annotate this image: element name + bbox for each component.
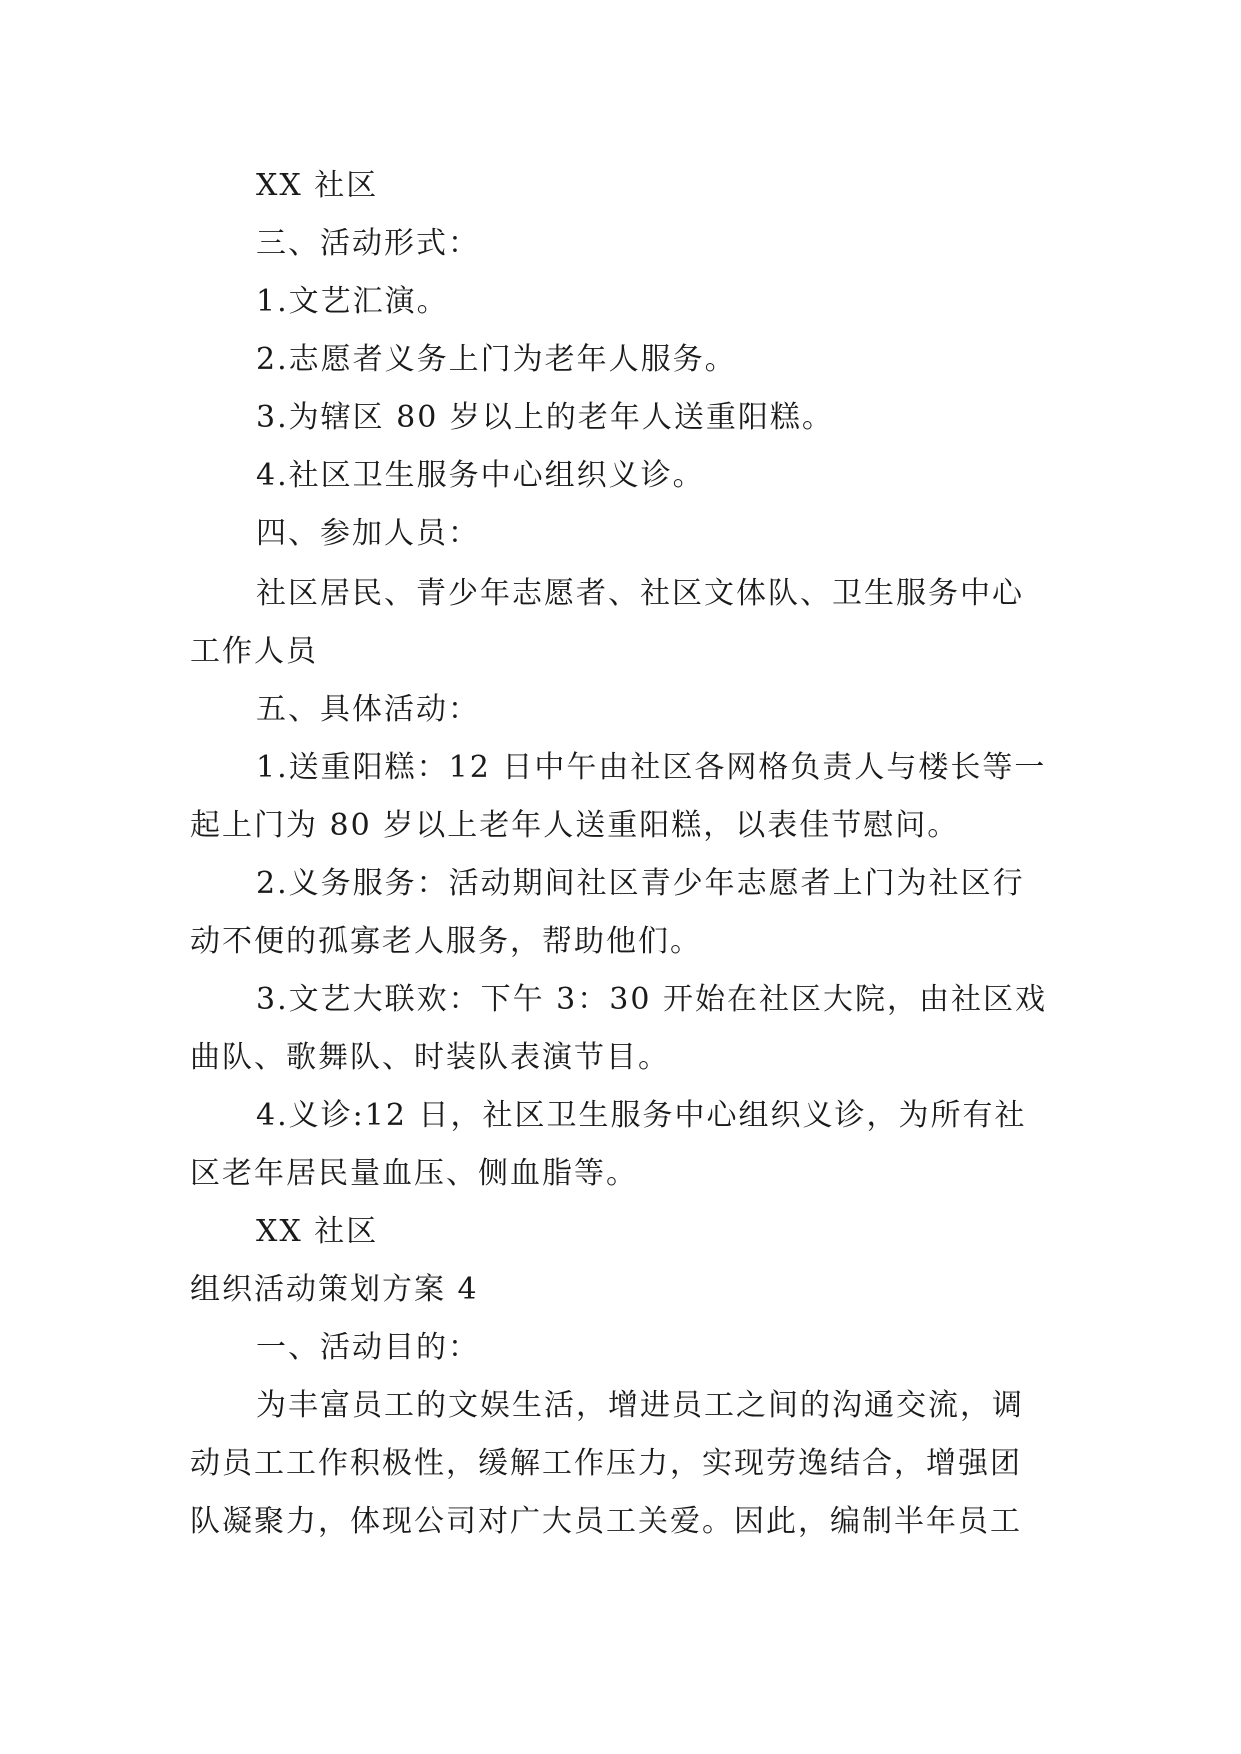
list-item-form-1: 1.文艺汇演。 [256,284,449,319]
activity-1-line-1: 1.送重阳糕：12 日中午由社区各网格负责人与楼长等一 [256,750,1047,785]
activity-2-line-1: 2.义务服务：活动期间社区青少年志愿者上门为社区行 [256,866,1025,901]
list-item-form-4: 4.社区卫生服务中心组织义诊。 [256,458,705,493]
purpose-paragraph-line-2: 动员工工作积极性，缓解工作压力，实现劳逸结合，增强团 [190,1446,1022,1481]
activity-2-line-2: 动不便的孤寡老人服务，帮助他们。 [190,924,702,959]
section-heading-specific-activities: 五、具体活动： [256,692,480,727]
section-heading-activity-form: 三、活动形式： [256,226,480,261]
activity-4-line-1: 4.义诊:12 日，社区卫生服务中心组织义诊，为所有社 [256,1098,1027,1133]
community-signature-1: XX 社区 [256,168,379,203]
purpose-paragraph-line-1: 为丰富员工的文娱生活，增进员工之间的沟通交流，调 [256,1388,1024,1423]
activity-1-line-2: 起上门为 80 岁以上老年人送重阳糕，以表佳节慰问。 [190,808,960,843]
activity-3-line-1: 3.文艺大联欢：下午 3：30 开始在社区大院，由社区戏 [256,982,1047,1017]
section-heading-participants: 四、参加人员： [256,516,480,551]
activity-3-line-2: 曲队、歌舞队、时装队表演节目。 [190,1040,670,1075]
section-heading-purpose: 一、活动目的： [256,1330,480,1365]
paragraph-participants-line-2: 工作人员 [190,634,318,669]
list-item-form-2: 2.志愿者义务上门为老年人服务。 [256,342,737,377]
list-item-form-3: 3.为辖区 80 岁以上的老年人送重阳糕。 [256,400,834,435]
paragraph-participants-line-1: 社区居民、青少年志愿者、社区文体队、卫生服务中心 [256,576,1024,611]
plan-title: 组织活动策划方案 4 [190,1272,479,1307]
activity-4-line-2: 区老年居民量血压、侧血脂等。 [190,1156,638,1191]
purpose-paragraph-line-3: 队凝聚力，体现公司对广大员工关爱。因此，编制半年员工 [190,1504,1022,1539]
community-signature-2: XX 社区 [256,1214,379,1249]
